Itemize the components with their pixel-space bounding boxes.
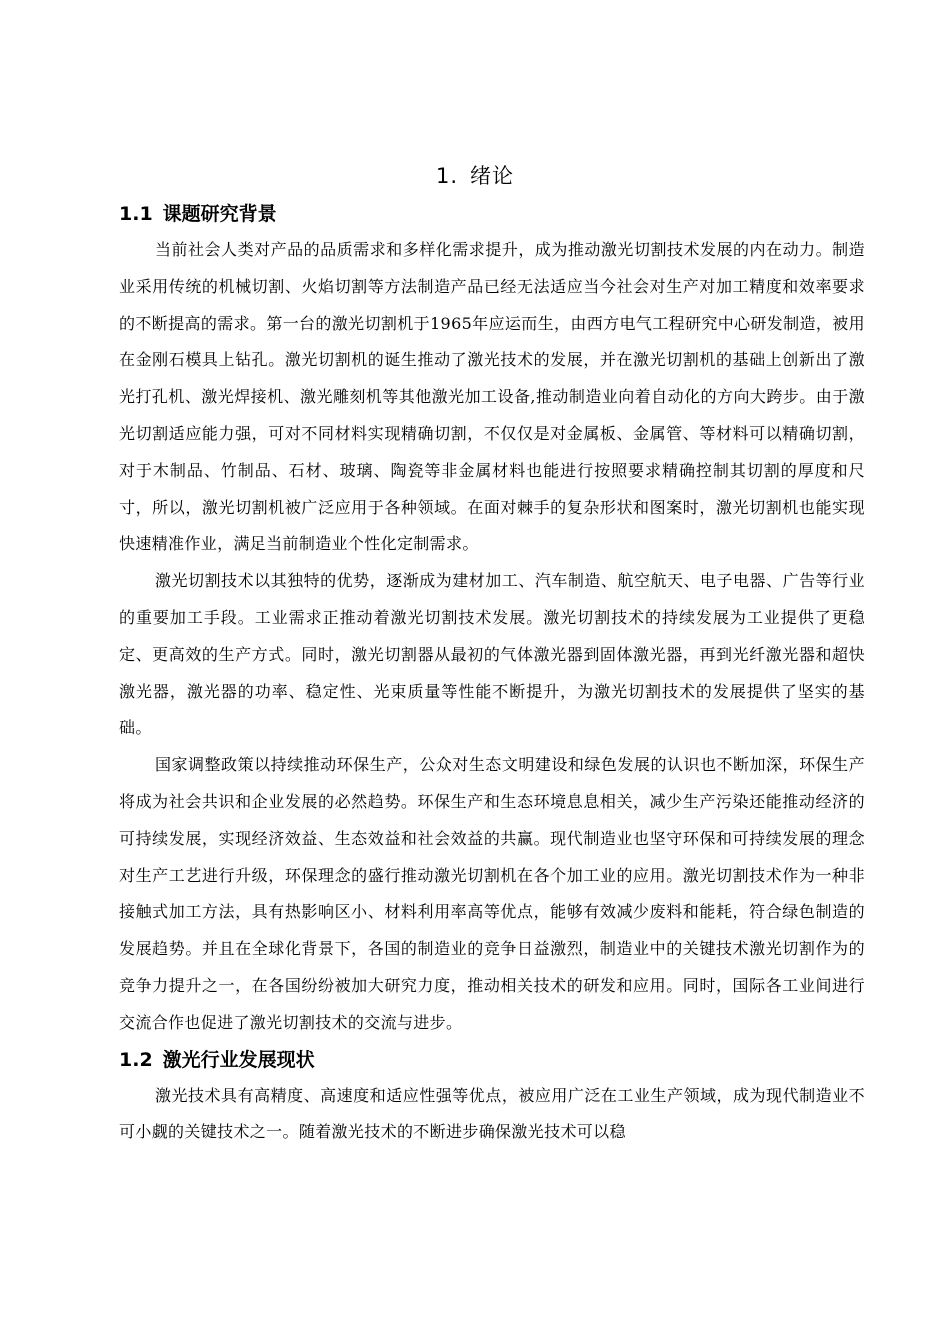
section-number: 1.1: [119, 203, 153, 225]
chapter-number: 1.: [435, 164, 459, 188]
paragraph: 激光技术具有高精度、高速度和适应性强等优点，被应用广泛在工业生产领域，成为现代制造业不可小觑的关键技术之一。随着激光技术的不断进步确保激光技术可以稳: [119, 1085, 865, 1142]
paragraph: 激光切割技术以其独特的优势，逐渐成为建材加工、汽车制造、航空航天、电子电器、广告等行业的重要加工手段。工业需求正推动着激光切割技术发展。激光切割技术的持续发展为工业提供了更稳定、更高效的生产方式。同时，激光切割器从最初的气体激光器到固体激光器，再到光纤激光器和超快激光器，激光器的功率、稳定性、光束质量等性能不断提升，为激光切割技术的发展提供了坚实的基础。: [119, 571, 865, 738]
section-heading-1-1: [119, 196, 865, 232]
section-title: 课题研究背景: [162, 203, 277, 225]
paragraph: 当前社会人类对产品的品质需求和多样化需求提升，成为推动激光切割技术发展的内在动力。制造业采用传统的机械切割、火焰切割等方法制造产品已经无法适应当今社会对生产对加工精度和效率要求的不断提高的需求。第一台的激光切割机于1965年应运而生，由西方电气工程研究中心研发制造，被用在金刚石模具上钻孔。激光切割机的诞生推动了激光技术的发展，并在激光切割机的基础上创新出了激光打孔机、激光焊接机、激光雕刻机等其他激光加工设备,推动制造业向着自动化的方向大跨步。由于激光切割适应能力强，可对不同材料实现精确切割，不仅仅是对金属板、金属管、等材料可以精确切割，对于木制品、竹制品、石材、玻璃、陶瓷等非金属材料也能进行按照要求精确控制其切割的厚度和尺寸，所以，激光切割机被广泛应用于各种领域。在面对棘手的复杂形状和图案时，激光切割机也能实现快速精准作业，满足当前制造业个性化定制需求。: [119, 240, 865, 554]
section-title: 激光行业发展现状: [162, 1048, 315, 1071]
paragraph: 国家调整政策以持续推动环保生产，公众对生态文明建设和绿色发展的认识也不断加深，环保生产将成为社会共识和企业发展的必然趋势。环保生产和生态环境息息相关，减少生产污染还能推动经济的可持续发展，实现经济效益、生态效益和社会效益的共赢。现代制造业也坚守环保和可持续发展的理念对生产工艺进行升级，环保理念的盛行推动激光切割机在各个加工业的应用。激光切割技术作为一种非接触式加工方法，具有热影响区小、材料利用率高等优点，能够有效减少废料和能耗，符合绿色制造的发展趋势。并且在全球化背景下，各国的制造业的竞争日益激烈，制造业中的关键技术激光切割作为的竞争力提升之一，在各国纷纷被加大研究力度，推动相关技术的研发和应用。同时，国际各工业间进行交流合作也促进了激光切割技术的交流与进步。: [119, 755, 865, 1032]
section-heading-1-2: [119, 1042, 865, 1078]
section-number: 1.2: [119, 1048, 153, 1071]
document-body: [119, 196, 865, 1151]
chapter-title: [0, 160, 950, 192]
chapter-title-text: 绪论: [470, 164, 515, 188]
